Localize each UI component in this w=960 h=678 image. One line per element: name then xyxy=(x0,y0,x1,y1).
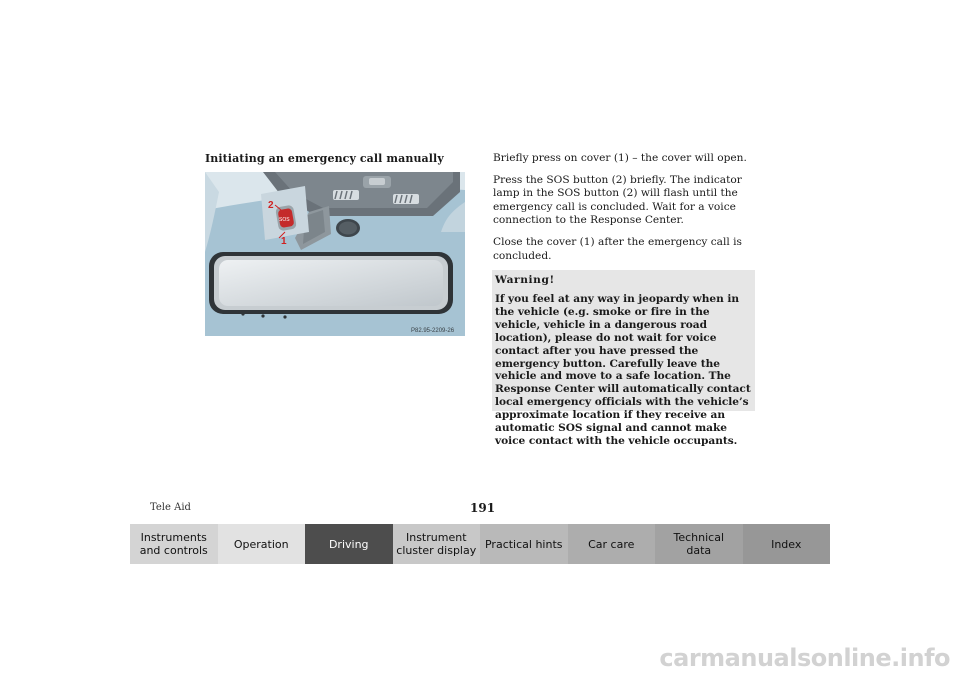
section-heading: Initiating an emergency call manually xyxy=(205,152,444,165)
instructions xyxy=(493,152,757,271)
sos-label: SOS xyxy=(279,217,290,223)
mirror-illustration xyxy=(205,172,465,336)
warning-box xyxy=(492,270,755,447)
warning-body: If you feel at any way in jeopardy when in the vehicle (e.g. smoke or fire in the vehicle, vehicle in a dangerous road location), please do not wait for voice contact after you have pressed the emergency button. Carefully leave the vehicle and move to a safe location. The Response Center will automatically contact local emergency officials with the vehicle’s approximate location if they receive an automatic SOS signal and cannot make voice contact with the vehicle occupants. xyxy=(495,293,751,447)
callout-2: 2 xyxy=(268,200,274,211)
instruction-paragraph: Close the cover (1) after the emergency call is concluded. xyxy=(493,235,742,262)
tab-instruments-and-controls[interactable]: Instruments and controls xyxy=(130,524,218,564)
tab-operation[interactable]: Operation xyxy=(218,524,306,564)
warning-title: Warning! xyxy=(495,274,555,286)
tab-index[interactable]: Index xyxy=(743,524,831,564)
tab-driving[interactable]: Driving xyxy=(305,524,393,564)
section-label: Tele Aid xyxy=(150,502,191,513)
callout-1: 1 xyxy=(281,236,287,247)
tab-car-care[interactable]: Car care xyxy=(568,524,656,564)
instruction-paragraph: Press the SOS button (2) briefly. The indicator lamp in the SOS button (2) will flash until the emergency call is concluded. Wait for a voice connection to the Response Center. xyxy=(493,173,742,227)
watermark: carmanualsonline.info xyxy=(659,644,950,672)
tab-instrument-cluster-display[interactable]: Instrument cluster display xyxy=(393,524,481,564)
tab-technical-data[interactable]: Technical data xyxy=(655,524,743,564)
instruction-paragraph: Briefly press on cover (1) – the cover will open. xyxy=(493,152,747,164)
image-code: P82.95-2209-26 xyxy=(411,328,455,334)
tab-practical-hints[interactable]: Practical hints xyxy=(480,524,568,564)
chapter-nav xyxy=(130,524,830,564)
page-number: 191 xyxy=(470,501,496,515)
